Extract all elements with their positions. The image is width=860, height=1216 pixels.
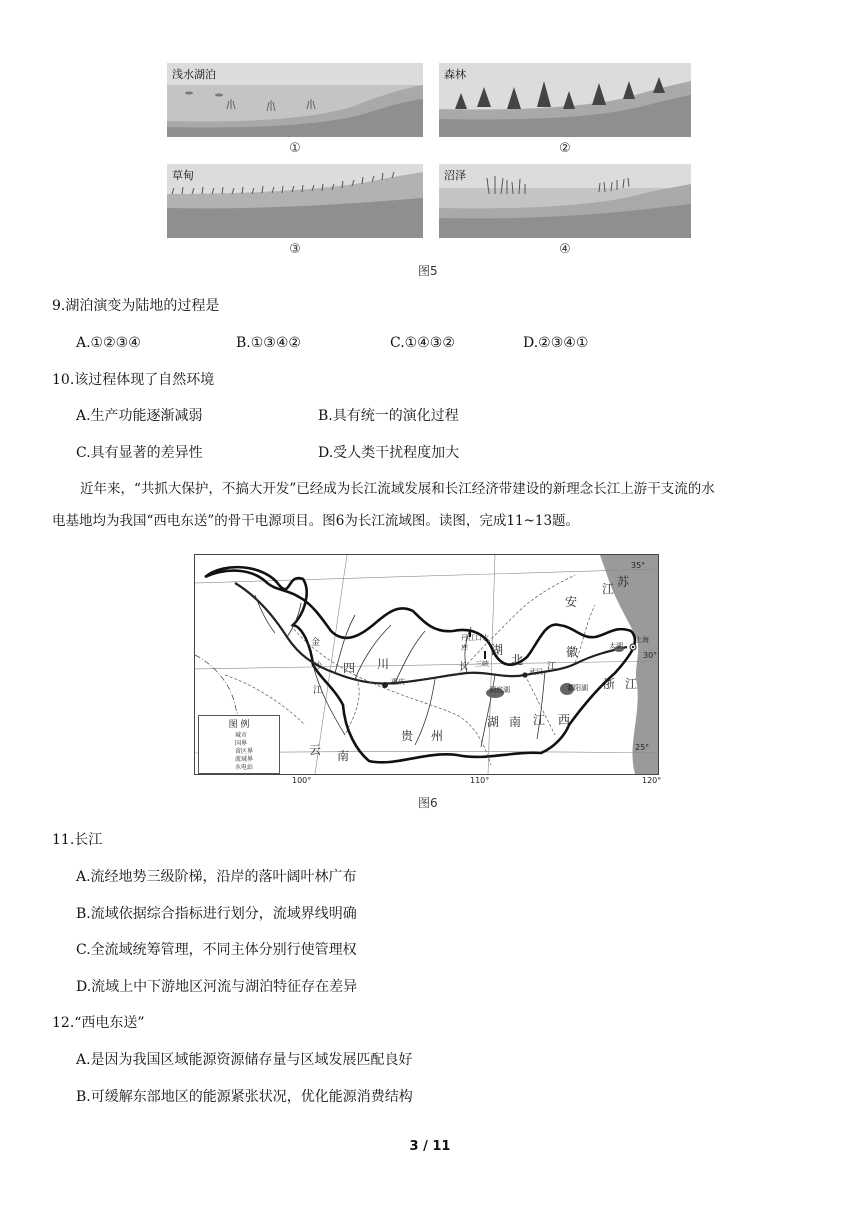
panel-label: 浅水湖泊 xyxy=(172,68,216,81)
legend-item-province-border: 省区界 xyxy=(235,748,254,755)
province-label: 湖 xyxy=(491,643,504,657)
jinsha-label: 金 xyxy=(311,638,321,648)
question-12-option-a: A.是因为我国区域能源资源储存量与区域发展匹配良好 xyxy=(76,1052,413,1068)
province-label: 徽 xyxy=(566,645,579,659)
lat-label-35: 35° xyxy=(631,561,646,570)
province-label: 浙 xyxy=(603,677,616,691)
question-11-option-d: D.流域上中下游地区河流与湖泊特征存在差异 xyxy=(76,979,358,995)
place-label-sanxia: 三峡 xyxy=(475,660,489,668)
province-label: 北 xyxy=(511,653,524,667)
panel-number-4: ④ xyxy=(559,242,571,257)
legend-item-national-border: 国界 xyxy=(235,740,248,747)
legend-title: 图 例 xyxy=(228,720,250,730)
question-11-option-c: C.全流域统筹管理，不同主体分别行使管理权 xyxy=(76,942,357,958)
figure5-panel-3 xyxy=(167,164,423,238)
province-label: 江 xyxy=(602,582,615,596)
place-label-chang: 长 xyxy=(459,662,469,672)
place-label-taihu: 太湖 xyxy=(609,642,623,650)
passage-line-2: 电基地均为我国“西电东送”的骨干电源项目。图6为长江流域图。读图，完成11~13题。 xyxy=(52,513,580,529)
place-label-wuhan: 武汉 xyxy=(529,668,543,676)
province-label: 江 xyxy=(533,713,546,727)
province-label: 贵 xyxy=(401,729,414,743)
question-12-stem: 12.“西电东送” xyxy=(52,1015,145,1031)
question-9-option-d: D.②③④① xyxy=(523,335,589,351)
lon-label-100: 100° xyxy=(292,776,312,785)
province-label: 湖 xyxy=(487,715,500,729)
figure5-panel-2 xyxy=(439,63,691,137)
figure5-caption: 图5 xyxy=(418,264,438,278)
province-label: 州 xyxy=(431,729,444,743)
panel-number-2: ② xyxy=(559,141,571,156)
yangtze-basin-map xyxy=(194,554,659,775)
panel-label: 森林 xyxy=(444,68,466,81)
swamp-illustration xyxy=(439,164,691,238)
legend-item-basin-border: 流域界 xyxy=(235,756,254,763)
province-label: 川 xyxy=(377,657,390,671)
province-label: 云 xyxy=(309,743,322,757)
question-10-option-c: C.具有显著的差异性 xyxy=(76,445,203,461)
question-9-stem: 9.湖泊演变为陆地的过程是 xyxy=(52,298,220,314)
province-label: 西 xyxy=(558,713,571,727)
panel-number-1: ① xyxy=(289,141,301,156)
province-label: 苏 xyxy=(617,575,630,589)
question-10-option-b: B.具有统一的演化过程 xyxy=(318,408,459,424)
panel-number-3: ③ xyxy=(289,242,301,257)
province-label: 南 xyxy=(509,715,522,729)
province-label: 四 xyxy=(343,661,356,675)
lat-label-30: 30° xyxy=(643,651,658,660)
figure5-panel-1 xyxy=(167,63,423,137)
province-label: 江 xyxy=(625,677,638,691)
map-legend xyxy=(198,715,280,774)
jinsha-label: 江 xyxy=(313,686,323,696)
jinsha-label: 沙 xyxy=(313,662,323,672)
page-number: 3 / 11 xyxy=(409,1139,451,1154)
question-11-stem: 11.长江 xyxy=(52,832,103,848)
question-10-option-a: A.生产功能逐渐减弱 xyxy=(76,408,203,424)
legend-item-hydropower: 水电站 xyxy=(235,764,254,771)
lon-label-110: 110° xyxy=(470,776,490,785)
lat-label-25: 25° xyxy=(635,743,650,752)
question-10-stem: 10.该过程体现了自然环境 xyxy=(52,372,215,388)
place-label-dongting: 洞庭湖 xyxy=(489,686,510,694)
panel-label: 沼泽 xyxy=(444,169,466,182)
question-11-option-a: A.流经地势三级阶梯，沿岸的落叶阔叶林广布 xyxy=(76,869,357,885)
meadow-illustration xyxy=(167,164,423,238)
place-label-poyang: 鄱阳湖 xyxy=(567,684,588,692)
figure5-panel-4 xyxy=(439,164,691,238)
place-label-jiang: 江 xyxy=(547,662,557,672)
province-label: 安 xyxy=(565,595,578,609)
question-9-option-c: C.①④③② xyxy=(390,335,455,351)
passage-line-1: 近年来，“共抓大保护，不搞大开发”已经成为长江流域发展和长江经济带建设的新理念长江上游干支流的水 xyxy=(80,481,715,497)
question-9-option-b: B.①③④② xyxy=(236,335,301,351)
legend-item-city: 城市 xyxy=(235,732,248,739)
question-11-option-b: B.流域依据综合指标进行划分，流域界线明确 xyxy=(76,906,357,922)
question-9-option-a: A.①②③④ xyxy=(76,335,141,351)
panel-label: 草甸 xyxy=(172,169,194,182)
figure6-caption: 图6 xyxy=(418,796,438,810)
province-label: 南 xyxy=(337,749,350,763)
place-label-danjiangkou: 丹江口水库 xyxy=(461,634,489,652)
question-12-option-b: B.可缓解东部地区的能源紧张状况，优化能源消费结构 xyxy=(76,1089,413,1105)
place-label-chongqing: 重庆 xyxy=(391,678,405,686)
question-10-option-d: D.受人类干扰程度加大 xyxy=(318,445,460,461)
place-label-shanghai: 上海 xyxy=(635,636,649,644)
forest-illustration xyxy=(439,63,691,137)
lon-label-120: 120° xyxy=(642,776,662,785)
